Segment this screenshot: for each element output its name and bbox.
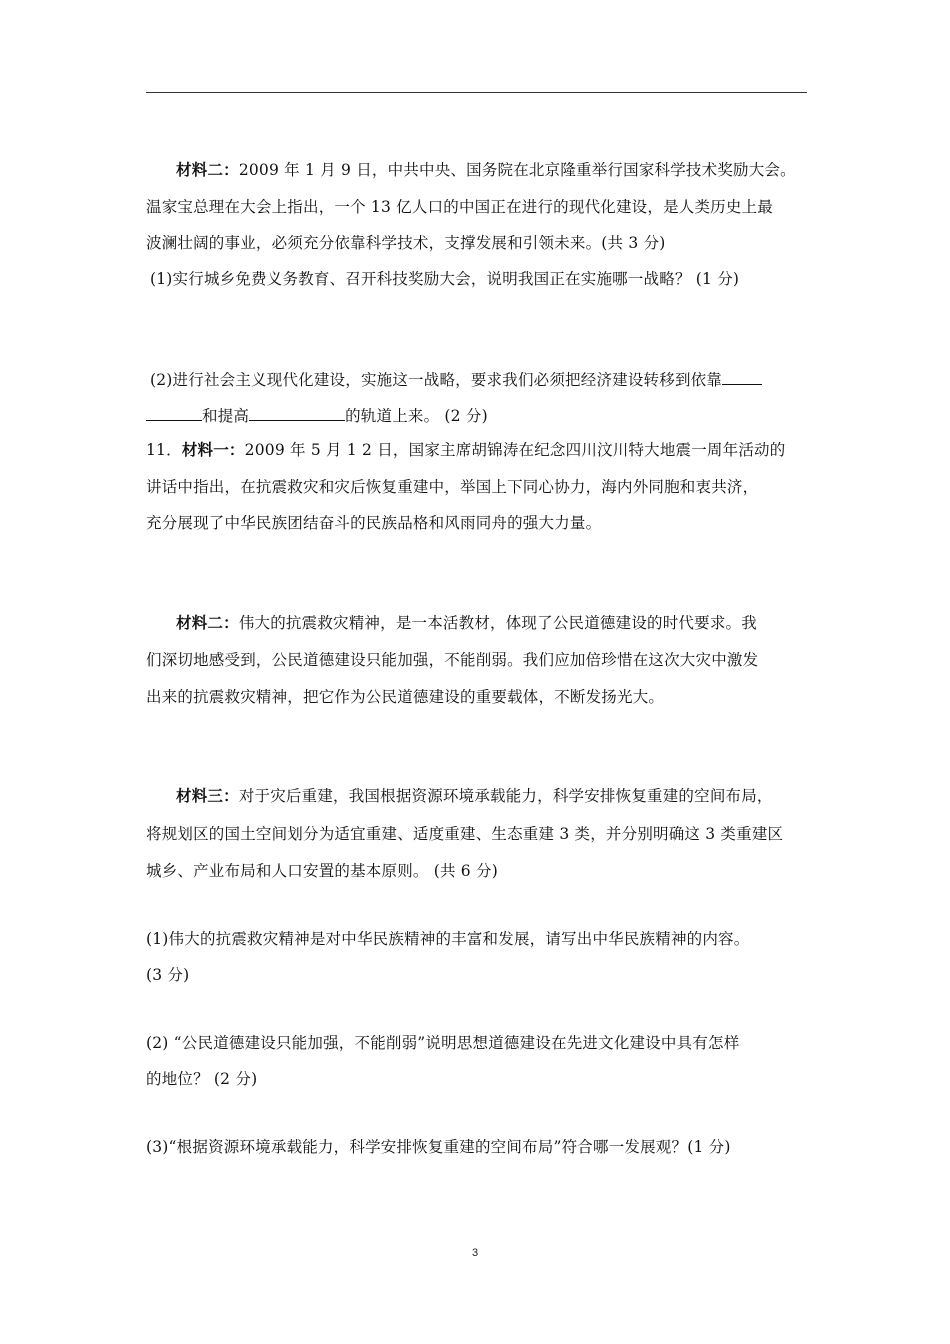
q10-material2-line2: 温家宝总理在大会上指出，一个 13 亿人口的中国正在进行的现代化建设，是人类历史上最: [146, 198, 773, 216]
subquestion-text: 的轨道上来。 (2 分): [345, 407, 488, 425]
q11-material2-line2: 们深切地感受到，公民道德建设只能加强，不能削弱。我们应加倍珍惜在这次大灾中激发: [146, 651, 759, 669]
material-text: 2009 年 5 月 1 2 日，国家主席胡锦涛在纪念四川汶川特大地震一周年活动的: [244, 441, 786, 459]
material-text: 对于灾后重建，我国根据资源环境承载能力，科学安排恢复重建的空间布局，: [238, 787, 773, 805]
q11-material3-line2: 将规划区的国土空间划分为适宜重建、适度重建、生态重建 3 类，并分别明确这 3 类重建区: [146, 825, 784, 843]
material-text: 伟大的抗震救灾精神，是一本活教材，体现了公民道德建设的时代要求。我: [238, 614, 757, 632]
q11-subquestion-2-line1: (2) “公民道德建设只能加强，不能削弱”说明思想道德建设在先进文化建设中具有怎样: [146, 1034, 740, 1052]
question-number: 11．: [146, 441, 182, 459]
q11-material1-line3: 充分展现了中华民族团结奋斗的民族品格和风雨同舟的强大力量。: [146, 514, 602, 532]
q11-material1-line1: [146, 440, 785, 460]
material-label: 材料三：: [176, 786, 239, 805]
q11-subquestion-1-line2: (3 分): [146, 966, 190, 984]
answer-blank[interactable]: [249, 405, 345, 421]
q10-material2-line3: 波澜壮阔的事业，必须充分依靠科学技术，支撑发展和引领未来。(共 3 分): [146, 234, 666, 252]
q10-subquestion-2-line2: [146, 405, 488, 426]
q10-subquestion-1: (1)实行城乡免费义务教育、召开科技奖励大会，说明我国正在实施哪一战略？ (1 分): [150, 270, 740, 288]
q11-material3-line3: 城乡、产业布局和人口安置的基本原则。 (共 6 分): [146, 862, 498, 880]
subquestion-text: (2)进行社会主义现代化建设，实施这一战略，要求我们必须把经济建设转移到依靠: [150, 371, 723, 389]
q11-subquestion-3: (3)“根据资源环境承载能力，科学安排恢复重建的空间布局”符合哪一发展观？(1 分): [146, 1138, 731, 1156]
material-label: 材料二：: [176, 613, 239, 632]
subquestion-text: 和提高: [202, 407, 250, 425]
answer-blank[interactable]: [722, 369, 762, 385]
q11-material2-line3: 出来的抗震救灾精神，把它作为公民道德建设的重要载体，不断发扬光大。: [146, 688, 665, 706]
q11-material1-line2: 讲话中指出，在抗震救灾和灾后恢复重建中，举国上下同心协力，海内外同胞和衷共济，: [146, 478, 759, 496]
q11-material3-line1: [176, 786, 773, 806]
q11-subquestion-2-line2: 的地位？ (2 分): [146, 1070, 258, 1088]
material-label: 材料二：: [176, 160, 239, 179]
material-text: 2009 年 1 月 9 日，中共中央、国务院在北京隆重举行国家科学技术奖励大会。: [238, 161, 796, 179]
material-label: 材料一：: [181, 440, 245, 459]
q10-subquestion-2-line1: [150, 369, 762, 390]
header-rule: [146, 92, 807, 93]
page-number: 3: [471, 1247, 479, 1259]
q10-material2-line1: [176, 160, 796, 180]
q11-material2-line1: [176, 613, 757, 633]
answer-blank[interactable]: [146, 405, 202, 421]
q11-subquestion-1-line1: (1)伟大的抗震救灾精神是对中华民族精神的丰富和发展，请写出中华民族精神的内容。: [146, 930, 750, 948]
